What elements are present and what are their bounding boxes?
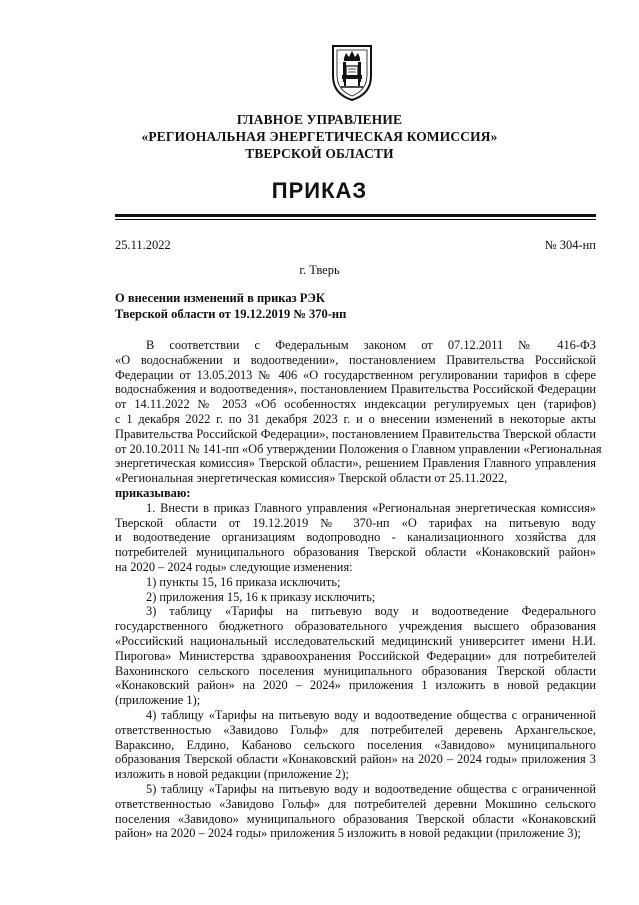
subitem-4-line: образования Тверской области «Конаковский район» на 2020 – 2024 годы» приложения 3 [115,752,596,767]
subitem-5-line: 5) таблицу «Тарифы на питьевую воду и водоотведение общества с ограниченной [146,781,596,796]
item1-line: 1. Внести в приказ Главного управления «Региональная энергетическая комиссия» [146,500,596,515]
preamble-line: В соответствии с Федеральным законом от 07.12.2011 № 416-ФЗ [146,338,596,352]
subject-line: Тверской области от 19.12.2019 № 370-нп [115,306,347,321]
order-word: приказываю: [115,485,191,500]
subitem-3-line: Пирогова» Министерства здравоохранения Российской Федерации» для потребителей [115,648,596,663]
subitem-3-line: Вахонинского сельского поселения муниципального образования Тверской области [115,663,596,678]
subitem-5-line: поселения «Завидово» муниципального образования Тверской области «Конаковский [115,811,596,826]
subitem-5-line: район» на 2020 – 2024 годы» приложения 5 изложить в новой редакции (приложение 3); [115,826,581,841]
subitem-4-line: изложить в новой редакции (приложение 2); [115,767,349,782]
subitem-3-line: 3) таблицу «Тарифы на питьевую воду и водоотведение Федерального [146,604,596,619]
preamble-line: энергетическая комиссия» Тверской области», решением Правления Главного управления [115,456,596,471]
org-name-line-3: ТВЕРСКОЙ ОБЛАСТИ [245,146,394,161]
tver-coat-of-arms-icon [327,42,377,102]
document-subject [115,291,415,322]
subitem-2: 2) приложения 15, 16 к приказу исключить; [146,589,376,604]
preamble-line: водоснабжения и водоотведения», постановлением Правительства Российской Федерации [115,382,596,397]
preamble-line: «О водоснабжении и водоотведении», постановлением Правительства Российской [115,352,596,367]
subitem-3-line: «Конаковский район» на 2020 – 2024» приложения 1 изложить в новой редакции [115,678,596,693]
item1-line: Тверской области от 19.12.2019 № 370-нп «О тарифах на питьевую воду [115,515,596,530]
subitem-3-line: государственного бюджетного образовательного учреждения высшего образования [115,619,596,634]
document-body [115,338,602,841]
subitem-4-line: Вараксино, Елдино, Кабаново сельского поселения «Завидово» муниципального [115,737,596,752]
preamble-line: с 1 декабря 2022 г. по 31 декабря 2023 г. и о внесении изменений в некоторые акты [115,411,596,426]
subitem-4-line: 4) таблицу «Тарифы на питьевую воду и водоотведение общества с ограниченной [146,707,596,722]
document-date: 25.11.2022 [115,238,171,252]
preamble-line: Правительства Российской Федерации», постановлением Правительства Тверской области [115,426,596,441]
header-divider-thick [115,214,596,217]
header-divider-thin [115,219,596,220]
subitem-3-line: (приложение 1); [115,693,201,708]
preamble-line: «Региональная энергетическая комиссия» Тверской области от 25.11.2022, [115,471,508,486]
preamble-line: от 14.11.2022 № 2053 «Об особенностях индексации регулируемых цен (тарифов) [115,397,596,412]
preamble-line: от 20.10.2011 № 141-пп «Об утверждении Положения о Главном управлении «Региональная [115,441,602,456]
org-name-line-2: «РЕГИОНАЛЬНАЯ ЭНЕРГЕТИЧЕСКАЯ КОМИССИЯ» [141,129,498,144]
document-city: г. Тверь [299,263,340,277]
item1-line: потребителей муниципального образования Тверской области «Конаковский район» [115,545,596,560]
subitem-3-line: «Российский национальный исследовательский медицинский университет имени Н.И. [115,633,596,648]
document-number: № 304-нп [544,238,596,252]
document-title: ПРИКАЗ [271,178,368,203]
subitem-5-line: ответственностью «Завидово Гольф» для потребителей деревни Мокшино сельского [115,796,596,811]
item1-line: на 2020 – 2024 годы» следующие изменения: [115,559,353,574]
subitem-4-line: ответственностью «Завидово Гольф» для потребителей деревень Архангельское, [115,722,596,737]
preamble-line: Федерации от 13.05.2013 № 406 «О государственном регулировании тарифов в сфере [115,367,596,382]
subject-line: О внесении изменений в приказ РЭК [115,291,325,305]
subitem-1: 1) пункты 15, 16 приказа исключить; [146,574,341,589]
org-name-line-1: ГЛАВНОЕ УПРАВЛЕНИЕ [236,112,403,127]
item1-line: и водоотведение организациям водопроводно - канализационного хозяйства для [115,530,596,545]
